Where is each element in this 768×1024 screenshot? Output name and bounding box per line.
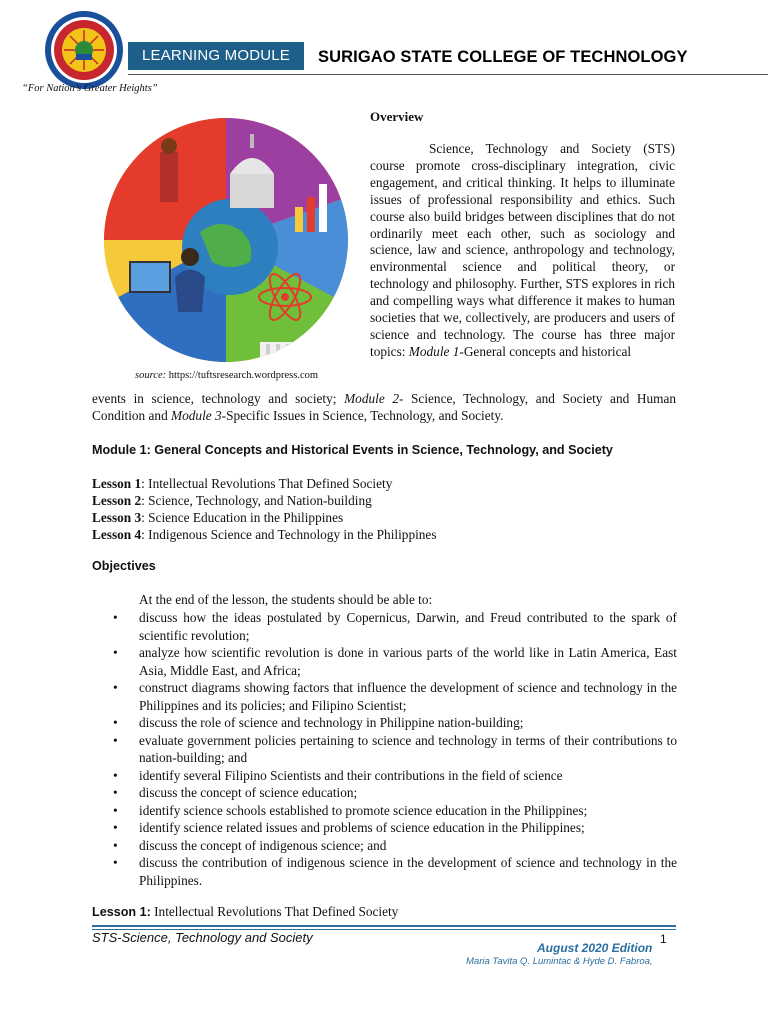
objective-text: discuss how the ideas postulated by Copernicus, Darwin, and Freud contributed to the spark of scientific revolution; [139, 610, 677, 643]
objective-text: discuss the contribution of indigenous science in the development of science and technology in the Philippines. [139, 855, 677, 888]
list-item [110, 644, 677, 679]
bullet-icon: • [113, 680, 118, 695]
lesson1-label: Lesson 1: [92, 905, 151, 919]
list-item [110, 819, 677, 837]
objective-text: analyze how scientific revolution is done in various parts of the world like in Latin America, East Asia, Middle East, and Africa; [139, 645, 677, 678]
objectives-list [110, 609, 677, 889]
list-item [110, 609, 677, 644]
overview-text: Science, Technology and Society (STS) course promote cross-disciplinary integration, civic engagement, and critical thinking. It helps to illuminate issues of professional responsibility and ethics. Such course also build bridges between disciplines that do not ordinarily meet each other, such as sociology and science, law and science, anthropology and technology, environmental science and political theory, or technology and philosophy. Further, STS explores in rich and compelling ways what difference it makes to human societies that we, collectively, are producers and users of science and technology. The course has three major topics: [370, 141, 675, 359]
college-seal-icon [43, 10, 125, 90]
list-item [110, 732, 677, 767]
lesson-item [92, 509, 437, 526]
edition-label: August 2020 Edition [537, 941, 653, 955]
lesson-title: : Science, Technology, and Nation-building [141, 493, 372, 508]
authors-label: Maria Tavita Q. Lumintac & Hyde D. Fabroa, [466, 956, 653, 967]
module2-label: Module 2 [344, 391, 399, 406]
lesson-label: Lesson 2 [92, 493, 142, 508]
header-divider [128, 74, 768, 75]
list-item [110, 679, 677, 714]
bullet-icon: • [113, 715, 118, 730]
objectives-heading: Objectives [92, 559, 156, 573]
lesson-item [92, 475, 437, 492]
list-item [110, 854, 677, 889]
bullet-icon: • [113, 645, 118, 660]
footer-divider [92, 925, 676, 927]
bullet-icon: • [113, 837, 118, 853]
objective-text: discuss the role of science and technology in Philippine nation-building; [139, 715, 524, 730]
bullet-icon: • [113, 820, 118, 835]
module1-heading: Module 1: General Concepts and Historical Events in Science, Technology, and Society [92, 443, 613, 457]
bullet-icon: • [113, 610, 118, 625]
overview-paragraph [370, 141, 675, 361]
list-item [110, 802, 677, 820]
list-item [110, 714, 677, 732]
objective-text: evaluate government policies pertaining to science and technology in terms of their contributions to nation-building; and [139, 732, 677, 765]
lesson-item [92, 526, 437, 543]
lesson-title: : Intellectual Revolutions That Defined Society [141, 476, 393, 491]
objective-text: identify science related issues and problems of science education in the Philippines; [139, 820, 585, 835]
bullet-icon: • [113, 855, 118, 870]
college-motto: “For Nation’s Greater Heights” [22, 83, 158, 94]
image-source-caption [135, 370, 318, 381]
module3-desc: -Specific Issues in Science, Technology, and Society. [221, 407, 504, 423]
list-item [110, 837, 677, 855]
source-url: https://tuftsresearch.wordpress.com [168, 370, 319, 381]
learning-module-label: LEARNING MODULE [128, 42, 304, 70]
objective-text: discuss the concept of indigenous science; and [139, 837, 387, 853]
overview-cont-text: events in science, technology and society; [92, 391, 337, 406]
module3-label: Module 3 [171, 407, 222, 423]
page-number: 1 [660, 932, 667, 946]
list-item [110, 784, 677, 802]
lesson-label: Lesson 1 [92, 476, 142, 491]
module2-desc: - Science, Technology, and Society and Human Condition and [92, 391, 677, 423]
lesson-item [92, 492, 437, 509]
bullet-icon: • [113, 732, 118, 748]
objective-text: identify science schools established to promote science education in the Philippines; [139, 802, 588, 818]
objective-text: discuss the concept of science education; [139, 785, 358, 800]
objective-text: identify several Filipino Scientists and their contributions in the field of science [139, 767, 563, 783]
source-label: source: [135, 370, 167, 381]
footer-course-name: STS-Science, Technology and Society [92, 930, 313, 945]
module1-desc: -General concepts and historical [459, 343, 632, 359]
module1-label: Module 1 [408, 343, 460, 359]
objectives-intro: At the end of the lesson, the students should be able to: [139, 592, 433, 607]
lesson-label: Lesson 4 [92, 527, 142, 542]
bullet-icon: • [113, 767, 118, 783]
lesson-list [92, 475, 437, 543]
sts-collage-image [90, 112, 362, 372]
lesson-title: : Science Education in the Philippines [141, 510, 344, 525]
overview-continuation [92, 391, 676, 425]
overview-heading: Overview [370, 109, 424, 124]
objective-text: construct diagrams showing factors that influence the development of science and technology in the Philippines and its policies; and Filipino Scientist; [139, 680, 677, 713]
lesson1-title: Intellectual Revolutions That Defined Society [150, 904, 399, 919]
lesson-title: : Indigenous Science and Technology in the Philippines [141, 527, 437, 542]
college-name: SURIGAO STATE COLLEGE OF TECHNOLOGY [318, 48, 688, 66]
bullet-icon: • [113, 785, 118, 800]
list-item [110, 767, 677, 785]
lesson-label: Lesson 3 [92, 510, 142, 525]
lesson1-heading [92, 904, 398, 920]
bullet-icon: • [113, 802, 118, 818]
